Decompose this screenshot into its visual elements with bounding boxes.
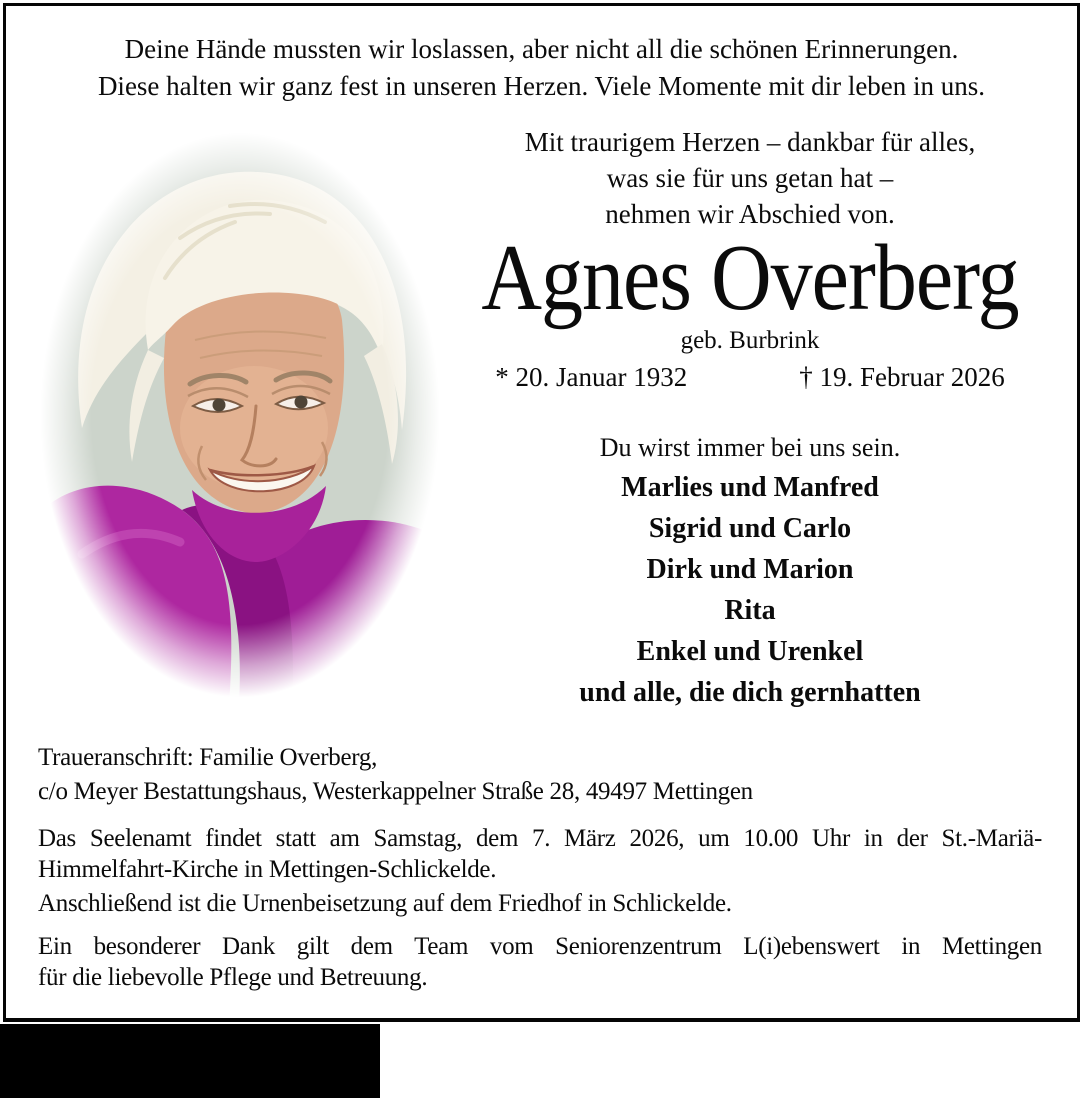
- portrait-photo: [30, 118, 450, 718]
- service-line-2: Himmelfahrt-Kirche in Mettingen-Schlickelde.: [38, 856, 497, 883]
- mourners-list: [455, 467, 1045, 713]
- portrait-illustration: [30, 118, 450, 718]
- mourner-line: Rita: [724, 595, 776, 626]
- death-date: † 19. Februar 2026: [799, 362, 1005, 392]
- details-block: [38, 741, 1042, 993]
- epigraph-line-1: Deine Hände mussten wir loslassen, aber nicht all die schönen Erinnerungen.: [124, 34, 959, 64]
- farewell-line: Du wirst immer bei uns sein.: [599, 433, 901, 462]
- right-iris: [295, 396, 308, 409]
- left-iris: [213, 399, 226, 412]
- intro-line-1: Mit traurigem Herzen – dankbar für alles,: [524, 127, 976, 157]
- mourner-line: Marlies und Manfred: [621, 472, 879, 503]
- thanks-note: [38, 931, 1042, 993]
- thanks-line-2: für die liebevolle Pflege und Betreuung.: [38, 964, 428, 991]
- mourner-line: und alle, die dich gernhatten: [579, 677, 921, 708]
- epigraph: [10, 31, 1073, 105]
- mourner-line: Enkel und Urenkel: [636, 636, 864, 667]
- address-line-1: Traueranschrift: Familie Overberg,: [38, 744, 378, 771]
- deceased-name: Agnes Overberg: [481, 226, 1019, 331]
- epigraph-line-2: Diese halten wir ganz fest in unseren Herzen. Viele Momente mit dir leben in uns.: [97, 71, 986, 101]
- service-info: [38, 823, 1042, 885]
- address-line-2: c/o Meyer Bestattungshaus, Westerkappelner Straße 28, 49497 Mettingen: [38, 778, 753, 805]
- thanks-line-1: Ein besonderer Dank gilt dem Team vom Seniorenzentrum L(i)ebenswert in Mettingen: [38, 933, 1042, 960]
- mourner-line: Dirk und Marion: [646, 554, 854, 585]
- birth-date: * 20. Januar 1932: [495, 362, 688, 392]
- maiden-name: geb. Burbrink: [680, 327, 820, 354]
- intro-line-3: nehmen wir Abschied von.: [605, 199, 895, 229]
- burial-line-1: Anschließend ist die Urnenbeisetzung auf dem Friedhof in Schlickelde.: [38, 890, 732, 917]
- mourning-address: [38, 741, 1042, 809]
- mourner-line: Sigrid und Carlo: [648, 513, 852, 544]
- intro-line-2: was sie für uns getan hat –: [606, 163, 894, 193]
- burial-info: [38, 888, 1042, 919]
- life-dates: [455, 359, 1045, 395]
- intro-text: [455, 124, 1045, 232]
- service-line-1: Das Seelenamt findet statt am Samstag, dem 7. März 2026, um 10.00 Uhr in der St.-Mariä-: [38, 825, 1042, 852]
- redaction-block: [0, 1024, 380, 1098]
